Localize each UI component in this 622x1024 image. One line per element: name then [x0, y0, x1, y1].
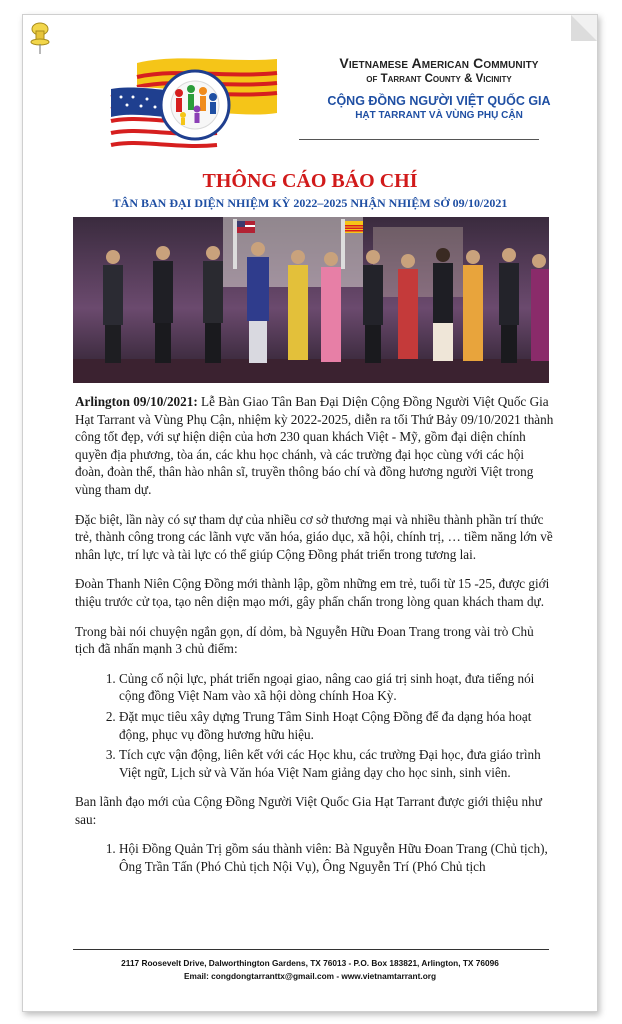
header-divider: [299, 139, 539, 140]
org-name-en: Vietnamese American Community: [339, 55, 539, 71]
paragraph-guests: Đặc biệt, lần này có sự tham dự của nhiều cơ sở thương mại và nhiều thành phần trí thức trẻ, thành công trong các lãnh vực văn hóa, giáo dục, xã hội, chính trị, … tiềm năng lớn về nhân lực, trí lực và tài lực có thể giúp Cộng Đồng phát triển trong tương lai.: [75, 511, 553, 562]
footer-address: 2117 Roosevelt Drive, Dalworthington Gardens, TX 76013 - P.O. Box 183821, Arlington, TX 76096: [121, 958, 499, 968]
list-item: 3. Tích cực vận động, liên kết với các Học khu, các trường Đại học, đưa giáo trình Việt ngữ, Lịch sử và Văn hóa Việt Nam giảng dạy cho học sinh, sinh viên.: [119, 746, 555, 781]
org-sub-vi: HẠT TARRANT VÀ VÙNG PHỤ CẬN: [355, 110, 523, 121]
paragraph-intro: [75, 393, 555, 499]
page-curl: [571, 15, 597, 41]
footer-divider: [73, 949, 549, 950]
key-points-list: [75, 670, 555, 782]
paragraph-speech: Trong bài nói chuyện ngắn gọn, dí dỏm, bà Nguyễn Hữu Đoan Trang trong vài trò Chủ tịch đã nhấn mạnh 3 chủ điểm:: [75, 623, 534, 657]
org-sub-en: of Tarrant County & Vicinity: [366, 73, 512, 85]
list-item: 1. Hội Đồng Quản Trị gồm sáu thành viên: Bà Nguyễn Hữu Đoan Trang (Chủ tịch), Ông Trần Tấn (Phó Chủ tịch Nội Vụ), Ông Nguyễn Trí (Phó Chủ tịch: [119, 840, 555, 875]
article-body: [75, 393, 555, 888]
footer: [23, 957, 597, 983]
dateline: Arlington 09/10/2021:: [75, 394, 198, 409]
press-release-subtitle: TÂN BAN ĐẠI DIỆN NHIỆM KỲ 2022–2025 NHẬN NHIỆM SỞ 09/10/2021: [112, 196, 508, 210]
pushpin-icon: [29, 21, 51, 55]
paragraph-intro-text: Lễ Bàn Giao Tân Ban Đại Diện Cộng Đồng Người Việt Quốc Gia Hạt Tarrant và Vùng Phụ Cận, nhiệm kỳ 2022-2025, diễn ra tối Thứ Bảy 09/10/2021 thành công tốt đẹp, với sự hiện diện của hơn 230 quan khách Việt - Mỹ, gồm đại diện chính quyền địa phương, tòa án, các khu học chánh, và các trường đại học cùng với các hội đoàn, đoàn thể, thân hào nhân sĩ, truyền thông báo chí và đồng hương người Việt trong vùng tham dự.: [75, 394, 554, 497]
community-logo: [107, 53, 282, 153]
paragraph-youth: Đoàn Thanh Niên Cộng Đồng mới thành lập, gồm những em trẻ, tuổi từ 15 -25, được giới thiệu trước cử tọa, tạo nên diện mạo mới, gây phấn chấn trong lòng quan khách tham dự.: [75, 576, 550, 609]
list-item: 2. Đặt mục tiêu xây dựng Trung Tâm Sinh Hoạt Cộng Đồng để đa dạng hóa hoạt động, phục vụ đồng hương hữu hiệu.: [119, 708, 555, 743]
org-name-vi: CỘNG ĐỒNG NGƯỜI VIỆT QUỐC GIA: [327, 94, 551, 108]
press-release-title: THÔNG CÁO BÁO CHÍ: [202, 170, 418, 192]
event-group-photo: [73, 217, 549, 383]
press-release-page: [22, 14, 598, 1012]
leadership-list: [75, 840, 555, 875]
paragraph-leadership: Ban lãnh đạo mới của Cộng Đồng Người Việt Quốc Gia Hạt Tarrant được giới thiệu như sau:: [75, 794, 542, 827]
footer-contact: Email: congdongtarranttx@gmail.com - www.vietnamtarrant.org: [183, 971, 437, 981]
organization-header: [289, 55, 589, 121]
list-item: 1. Củng cố nội lực, phát triển ngoại giao, nâng cao giá trị sinh hoạt, đưa tiếng nói cộng đồng Việt Nam vào xã hội dòng chính Hoa Kỳ.: [119, 670, 555, 705]
